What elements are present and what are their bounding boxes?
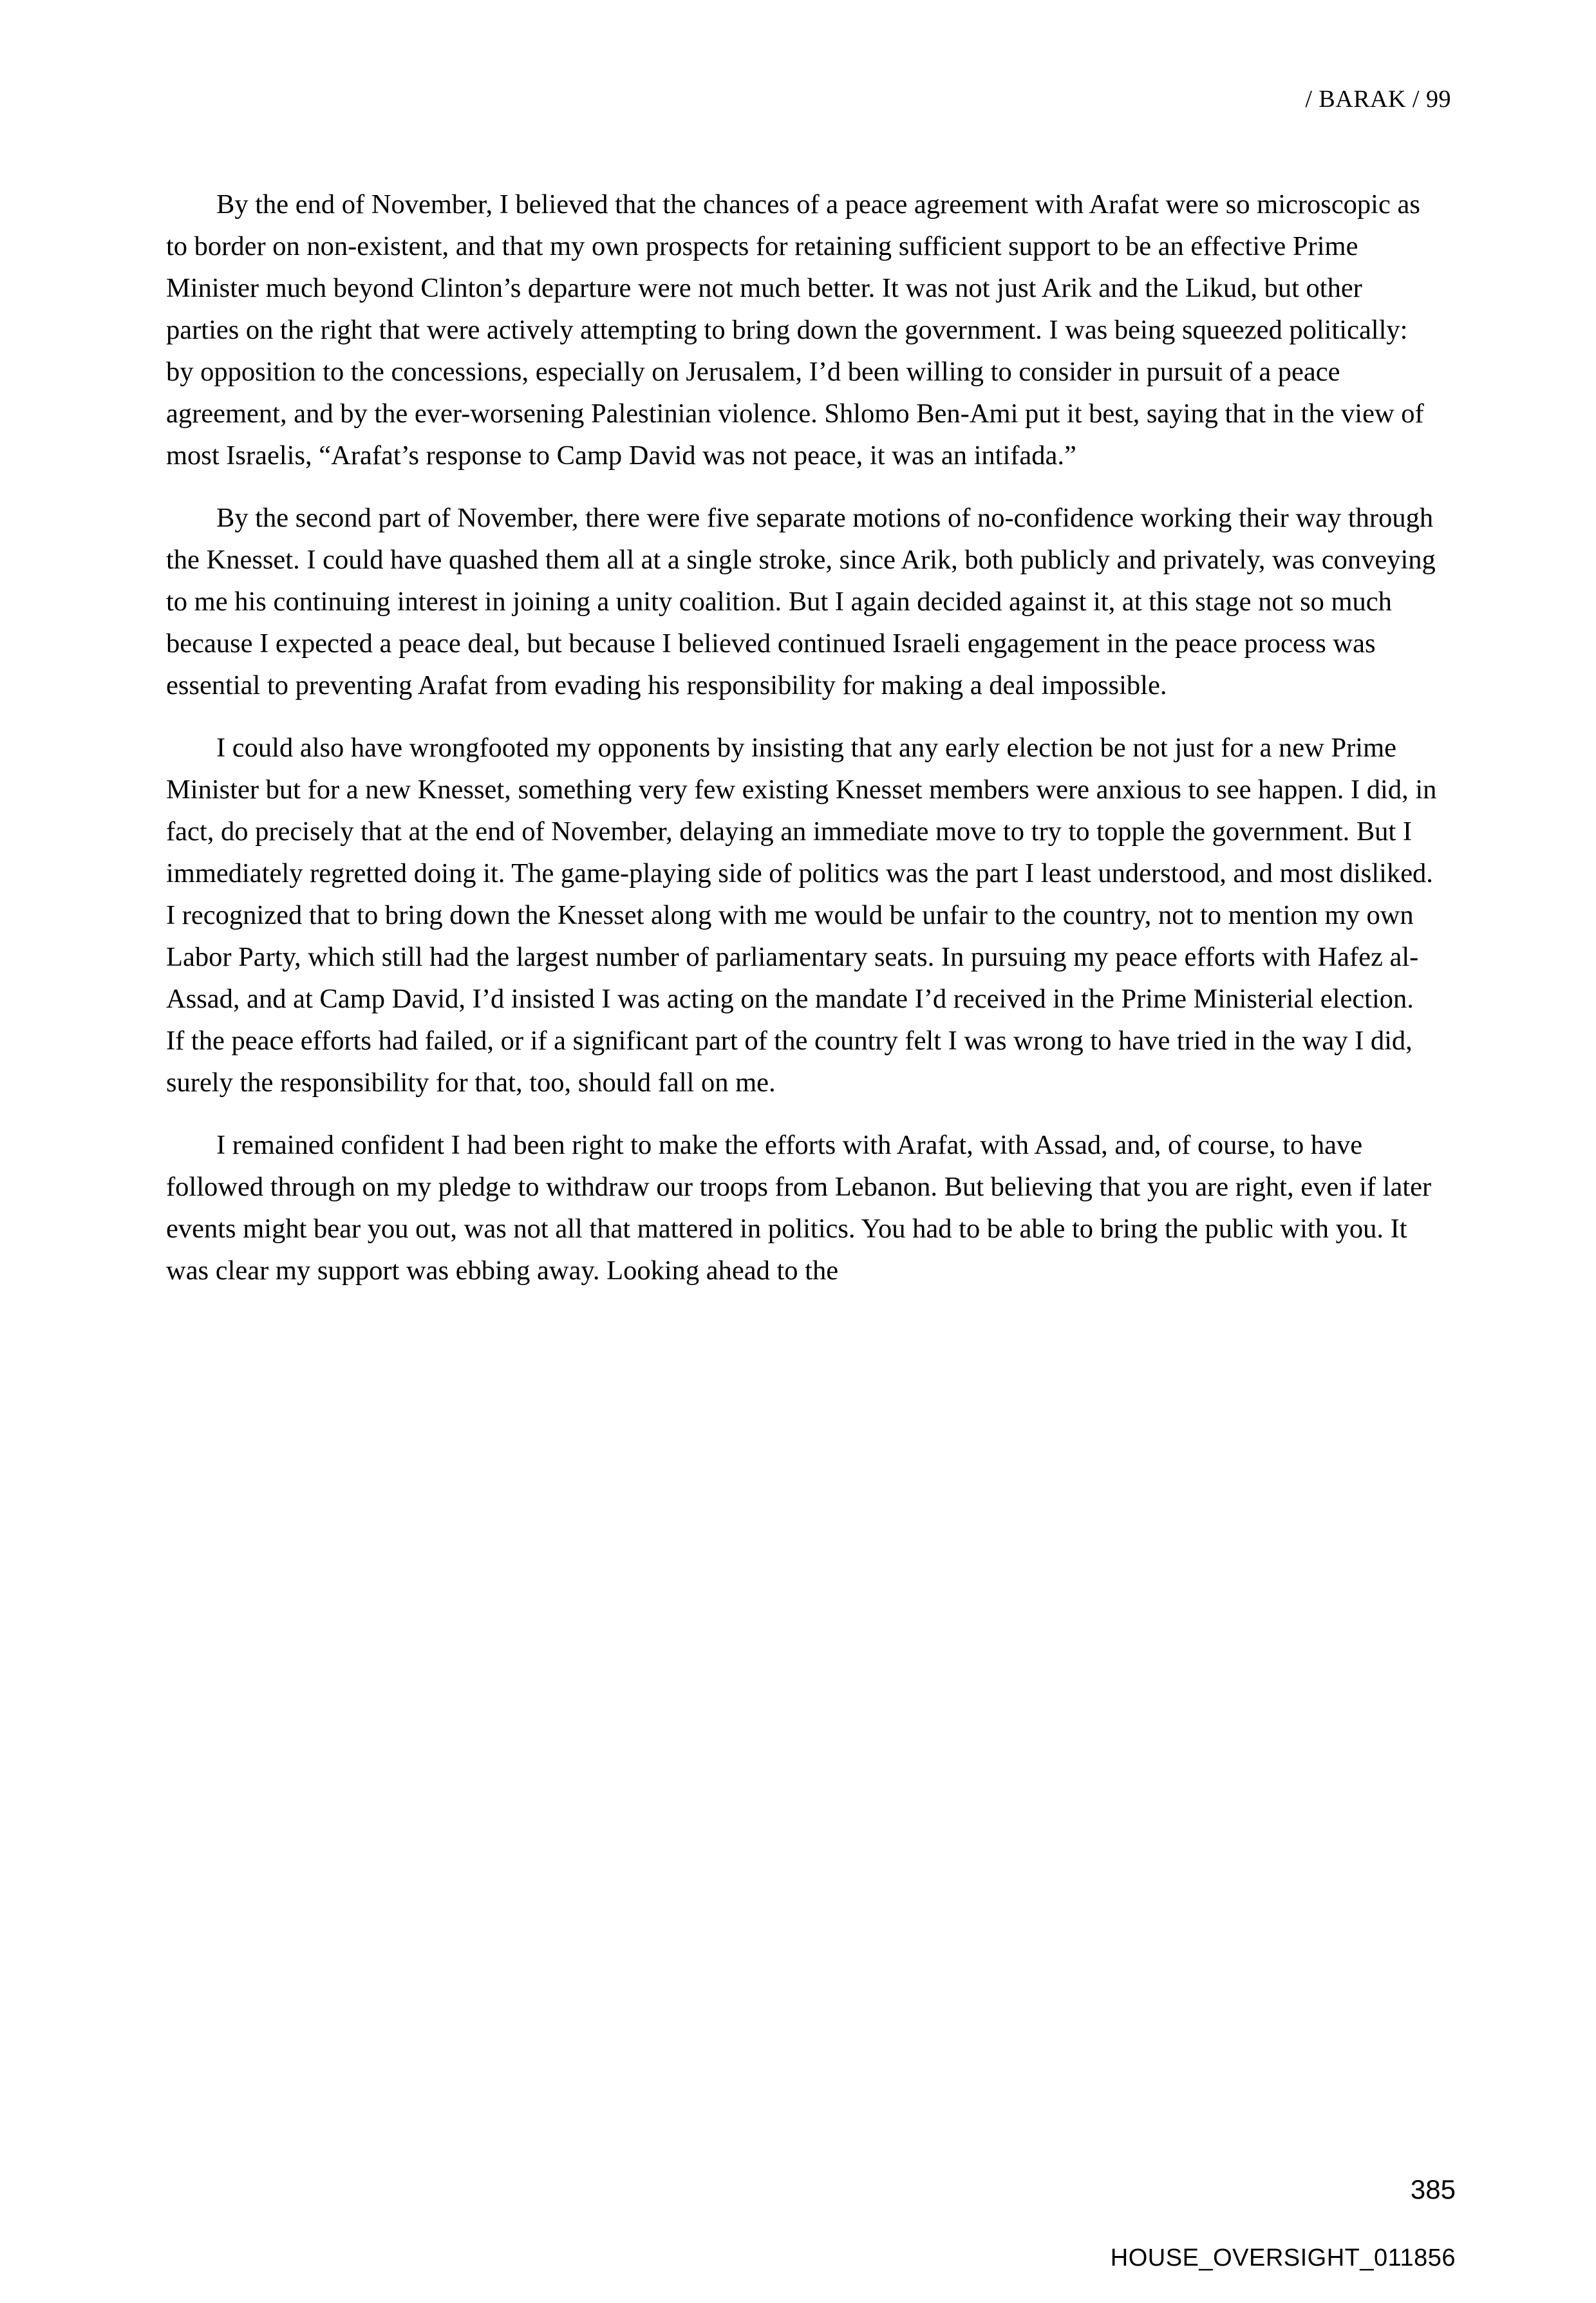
body-text <box>166 183 1438 1292</box>
paragraph: By the end of November, I believed that the chances of a peace agreement with Arafat were so microscopic as to border on non-existent, and that my own prospects for retaining sufficient support to be an effective Prime Minister much beyond Clinton’s departure were not much better. It was not just Arik and the Likud, but other parties on the right that were actively attempting to bring down the government. I was being squeezed politically: by opposition to the concessions, especially on Jerusalem, I’d been willing to consider in pursuit of a peace agreement, and by the ever-worsening Palestinian violence. Shlomo Ben-Ami put it best, saying that in the view of most Israelis, “Arafat’s response to Camp David was not peace, it was an intifada.” <box>166 189 1424 471</box>
paragraph: I remained confident I had been right to make the efforts with Arafat, with Assad, and, of course, to have followed through on my pledge to withdraw our troops from Lebanon. But believing that you are right, even if later events might bear you out, was not all that mattered in politics. You had to be able to bring the public with you. It was clear my support was ebbing away. Looking ahead to the <box>166 1130 1432 1286</box>
paragraph: I could also have wrongfooted my opponents by insisting that any early election be not just for a new Prime Minister but for a new Knesset, something very few existing Knesset members were anxious to see happen. I did, in fact, do precisely that at the end of November, delaying an immediate move to try to topple the government. But I immediately regretted doing it. The game-playing side of politics was the part I least understood, and most disliked. I recognized that to bring down the Knesset along with me would be unfair to the country, not to mention my own Labor Party, which still had the largest number of parliamentary seats. In pursuing my peace efforts with Hafez al-Assad, and at Camp David, I’d insisted I was acting on the mandate I’d received in the Prime Ministerial election. If the peace efforts had failed, or if a significant part of the country felt I was wrong to have tried in the way I did, surely the responsibility for that, too, should fall on me. <box>166 733 1437 1098</box>
paragraph: By the second part of November, there were five separate motions of no-confidence working their way through the Knesset. I could have quashed them all at a single stroke, since Arik, both publicly and privately, was conveying to me his continuing interest in joining a unity coalition. But I again decided against it, at this stage not so much because I expected a peace deal, but because I believed continued Israeli engagement in the peace process was essential to preventing Arafat from evading his responsibility for making a deal impossible. <box>166 503 1436 701</box>
running-head: / BARAK / 99 <box>1305 86 1451 113</box>
page-number: 385 <box>1410 2174 1456 2204</box>
bates-stamp: HOUSE_OVERSIGHT_011856 <box>1110 2244 1456 2271</box>
